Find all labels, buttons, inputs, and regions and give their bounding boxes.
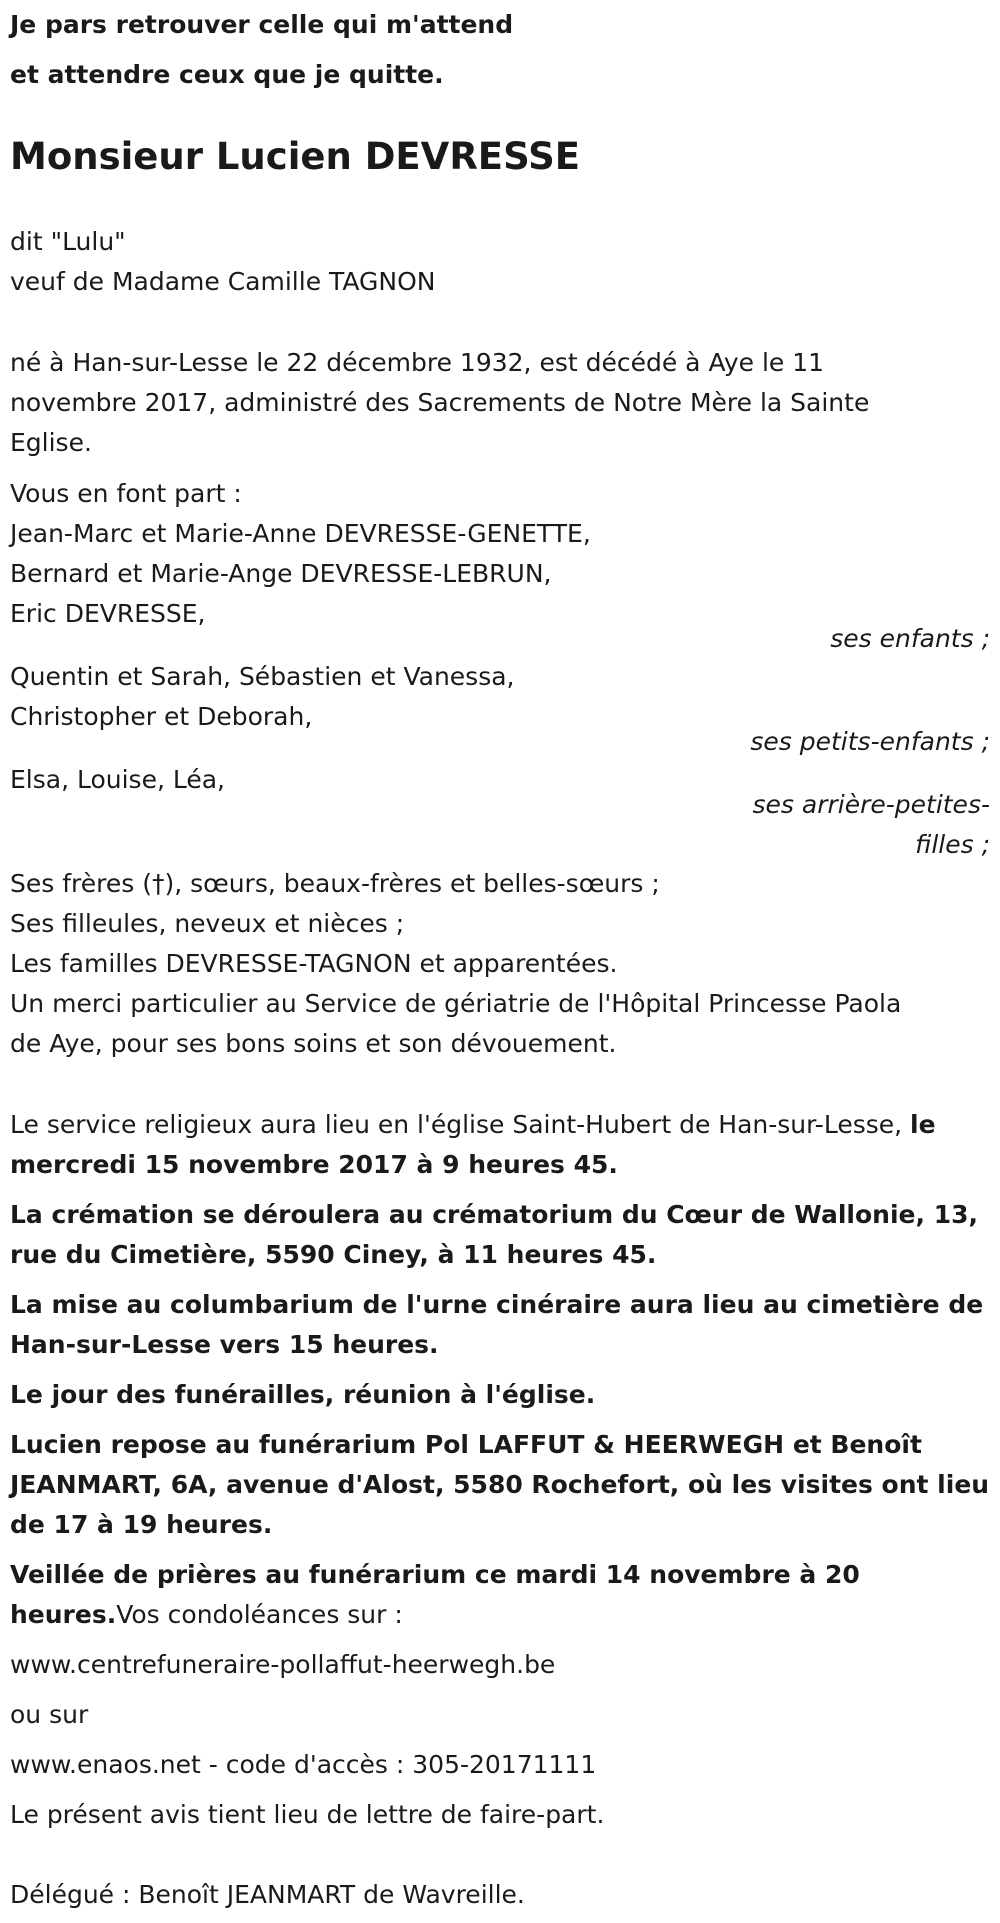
- child-line: Bernard et Marie-Ange DEVRESSE-LEBRUN,: [10, 559, 552, 588]
- family-line-3: Les familles DEVRESSE-TAGNON et apparentées.: [10, 949, 618, 978]
- columbarium-line-1: La mise au columbarium de l'urne cinéraire aura lieu au cimetière de: [10, 1290, 984, 1319]
- grandchildren-label: ses petits-enfants ;: [750, 727, 990, 756]
- epigraph-line-1: Je pars retrouver celle qui m'attend: [10, 10, 514, 39]
- family-line-1: Ses frères (†), sœurs, beaux-frères et belles-sœurs ;: [10, 869, 660, 898]
- vigil-line-1: Veillée de prières au funérarium ce mardi 14 novembre à 20: [10, 1560, 860, 1589]
- family-line-5: de Aye, pour ses bons soins et son dévouement.: [10, 1029, 617, 1058]
- service-date-start: le: [910, 1110, 936, 1139]
- deceased-name: Monsieur Lucien DEVRESSE: [10, 135, 580, 178]
- great-grandchildren-label-1: ses arrière-petites-: [752, 790, 990, 819]
- funerarium-line-3: de 17 à 19 heures.: [10, 1510, 273, 1539]
- birth-line-1: né à Han-sur-Lesse le 22 décembre 1932, est décédé à Aye le 11: [10, 348, 825, 377]
- birth-line-2: novembre 2017, administré des Sacrements de Notre Mère la Sainte: [10, 388, 870, 417]
- columbarium-line-2: Han-sur-Lesse vers 15 heures.: [10, 1330, 439, 1359]
- family-line-4: Un merci particulier au Service de gériatrie de l'Hôpital Princesse Paola: [10, 989, 902, 1018]
- vigil-hours: heures.: [10, 1600, 117, 1629]
- or-text: ou sur: [10, 1700, 89, 1729]
- cremation-line-2: rue du Cimetière, 5590 Ciney, à 11 heures 45.: [10, 1240, 657, 1269]
- cremation-line-1: La crémation se déroulera au crématorium du Cœur de Wallonie, 13,: [10, 1200, 978, 1229]
- service-line-2: mercredi 15 novembre 2017 à 9 heures 45.: [10, 1150, 618, 1179]
- birth-line-3: Eglise.: [10, 428, 92, 457]
- great-grandchild-line: Elsa, Louise, Léa,: [10, 765, 225, 794]
- epigraph-line-2: et attendre ceux que je quitte.: [10, 60, 444, 89]
- service-line-1: [10, 1105, 936, 1145]
- funerarium-line-2: JEANMART, 6A, avenue d'Alost, 5580 Rochefort, où les visites ont lieu: [10, 1470, 990, 1499]
- delegate-line: Délégué : Benoît JEANMART de Wavreille.: [10, 1880, 525, 1909]
- funerarium-line-1: Lucien repose au funérarium Pol LAFFUT & HEERWEGH et Benoît: [10, 1430, 922, 1459]
- widower-line: veuf de Madame Camille TAGNON: [10, 267, 436, 296]
- family-line-2: Ses filleules, neveux et nièces ;: [10, 909, 405, 938]
- nickname: dit "Lulu": [10, 227, 126, 256]
- notice-line: Le présent avis tient lieu de lettre de faire-part.: [10, 1800, 605, 1829]
- grandchild-line: Quentin et Sarah, Sébastien et Vanessa,: [10, 662, 515, 691]
- grandchild-line: Christopher et Deborah,: [10, 702, 313, 731]
- great-grandchildren-label-2: filles ;: [915, 830, 990, 859]
- announce-intro: Vous en font part :: [10, 479, 242, 508]
- condolences-link-2[interactable]: www.enaos.net - code d'accès : 305-20171111: [10, 1750, 597, 1779]
- vigil-line-2: [10, 1595, 403, 1635]
- condolences-intro: Vos condoléances sur :: [116, 1600, 403, 1629]
- child-line: Eric DEVRESSE,: [10, 599, 206, 628]
- service-text: Le service religieux aura lieu en l'église Saint-Hubert de Han-sur-Lesse,: [10, 1110, 903, 1139]
- condolences-link-1[interactable]: www.centrefuneraire-pollaffut-heerwegh.be: [10, 1650, 556, 1679]
- children-label: ses enfants ;: [830, 624, 990, 653]
- meeting-line: Le jour des funérailles, réunion à l'église.: [10, 1380, 596, 1409]
- child-line: Jean-Marc et Marie-Anne DEVRESSE-GENETTE,: [10, 519, 591, 548]
